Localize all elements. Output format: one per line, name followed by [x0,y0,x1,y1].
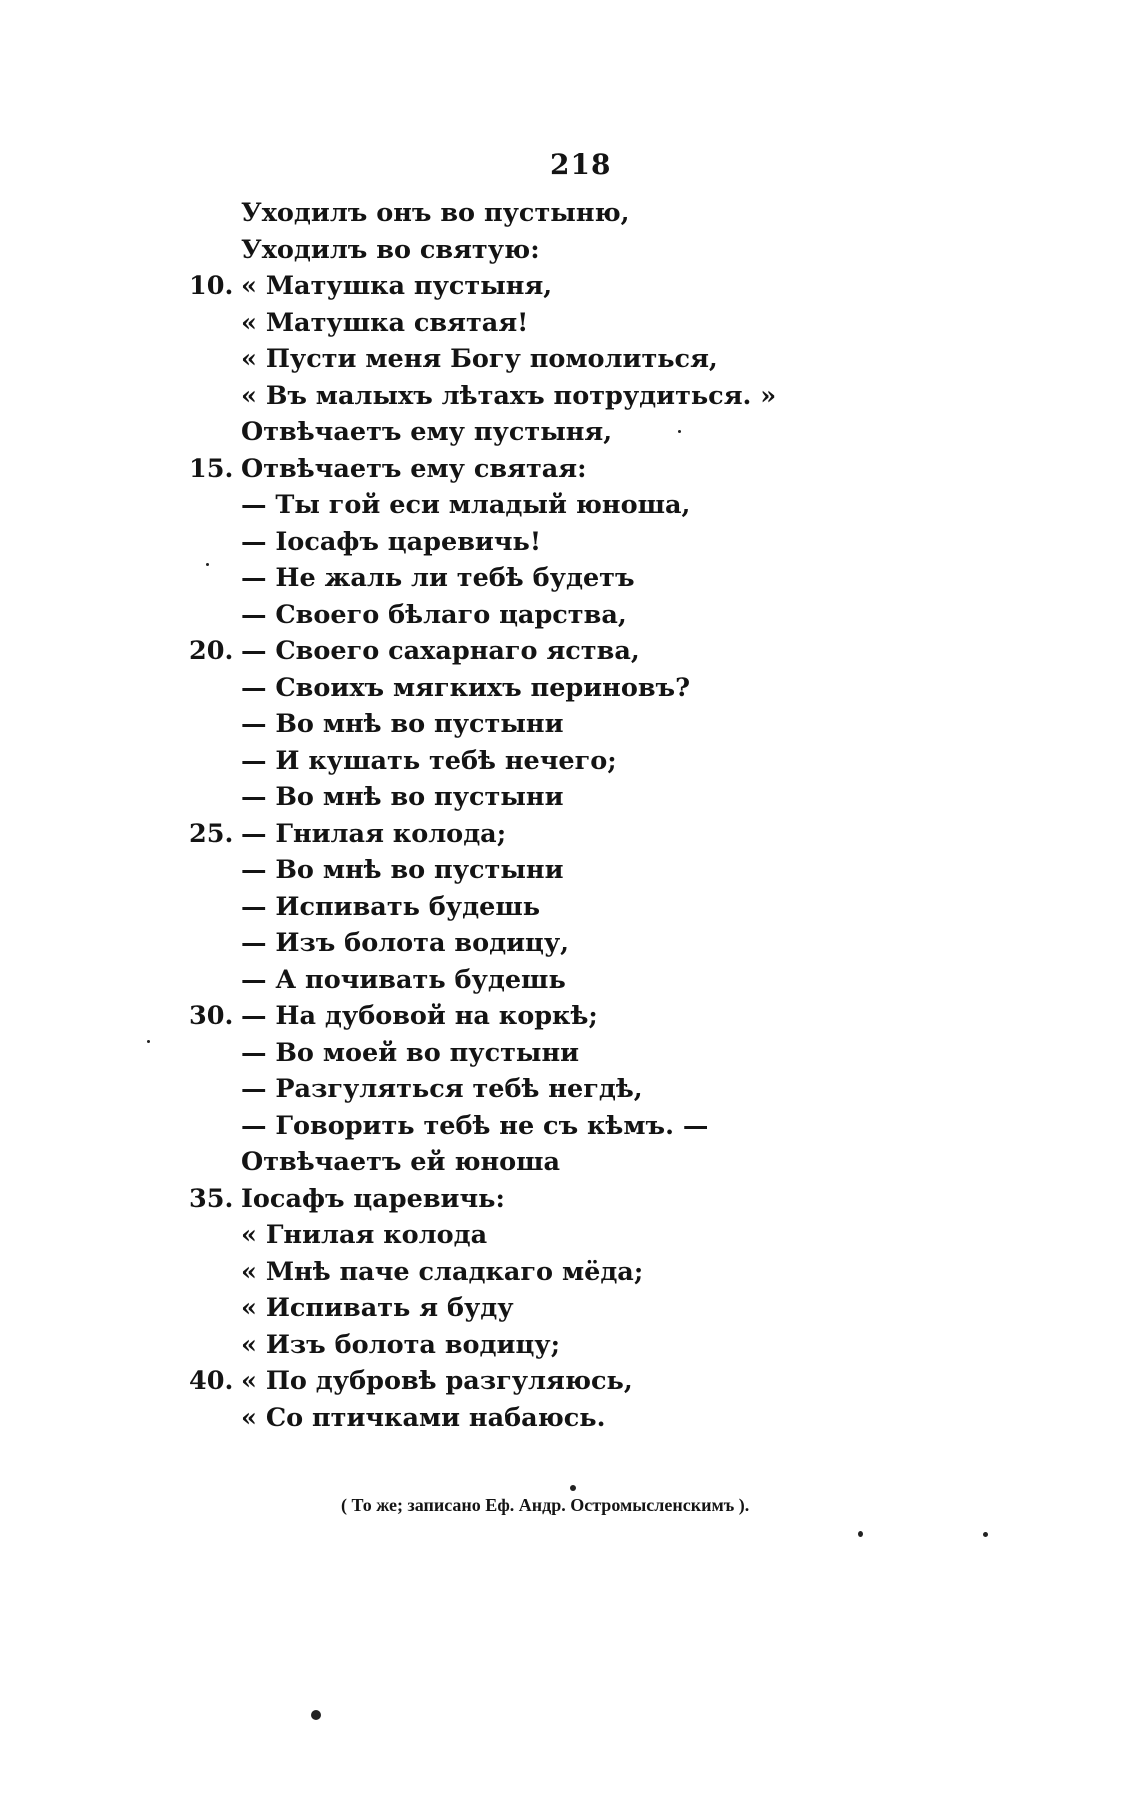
verse-text: « Изъ болота водицу; [241,1329,561,1360]
verse-line [0,706,1140,743]
line-number: 30. [189,1001,234,1031]
verse-line [0,487,1140,524]
verse-line [0,1363,1140,1400]
line-number: 35. [189,1183,234,1214]
verse-text: « Испивать я буду [241,1293,514,1323]
verse-line [0,1290,1140,1327]
verse-text: — Во моей во пустыни [241,1037,580,1068]
scan-speck [983,1532,988,1537]
verse-text: « Со птичками набаюсь. [241,1402,606,1433]
verse-text: « Мнѣ паче сладкаго мёда; [241,1256,644,1287]
verse-line [0,524,1140,561]
line-number: 40. [189,1366,234,1396]
line-number: 25. [189,818,234,849]
verse-text: — Говорить тебѣ не съ кѣмъ. — [241,1110,709,1141]
verse-text: — А почивать будешь [241,964,566,995]
verse-line [0,451,1140,488]
verse-line [0,1217,1140,1254]
source-note: ( То же; записано Еф. Андр. Остромысленскимъ ). [341,1495,750,1515]
scan-speck [147,1040,150,1043]
verse-line [0,779,1140,816]
verse-text: — Своего сахарнаго яства, [241,636,640,666]
verse-text: — Испивать будешь [241,891,541,922]
verse-line [0,889,1140,926]
verse-text: — Во мнѣ во пустыни [241,855,564,885]
verse-line [0,1400,1140,1437]
verse-line [0,852,1140,889]
verse-line [0,1035,1140,1072]
verse-line [0,1108,1140,1145]
scan-speck [206,563,209,566]
verse-line [0,268,1140,305]
verse-text: — Изъ болота водицу, [241,928,570,958]
verse-text: Уходилъ во святую: [241,234,540,265]
verse-text: « Въ малыхъ лѣтахъ потрудиться. » [241,380,777,411]
verse-line [0,1181,1140,1218]
verse-line [0,1071,1140,1108]
verse-text: — Іосафъ царевичь! [241,526,542,557]
verse-text: — Не жаль ли тебѣ будетъ [241,563,635,593]
verse-line [0,1144,1140,1181]
verse-line [0,414,1140,451]
verse-line [0,670,1140,707]
scan-speck [570,1485,576,1491]
verse-line [0,925,1140,962]
scan-speck [678,430,681,433]
verse-line [0,962,1140,999]
line-number: 15. [189,453,234,484]
verse-line [0,560,1140,597]
verse-line [0,743,1140,780]
verse-text: « По дубровѣ разгуляюсь, [241,1366,633,1396]
verse-line [0,1254,1140,1291]
verse-text: « Гнилая колода [241,1220,488,1250]
verse-text: — На дубовой на коркѣ; [241,1001,598,1031]
verse-line [0,305,1140,342]
verse-line [0,378,1140,415]
verse-text: — Своего бѣлаго царства, [241,599,627,630]
verse-text: Отвѣчаетъ ему святая: [241,453,587,484]
verse-line [0,597,1140,634]
verse-text: « Матушка пустыня, [241,271,553,301]
verse-text: — Разгуляться тебѣ негдѣ, [241,1074,643,1104]
verse-line [0,998,1140,1035]
verse-text: — Гнилая колода; [241,818,507,849]
verse-list [0,195,1140,1436]
verse-text: Отвѣчаетъ ей юноша [241,1147,561,1177]
verse-line [0,633,1140,670]
verse-text: Отвѣчаетъ ему пустыня, [241,417,613,447]
verse-text: « Матушка святая! [241,307,529,338]
verse-text: « Пусти меня Богу помолиться, [241,344,718,374]
verse-text: Уходилъ онъ во пустыню, [241,198,630,228]
verse-text: — Во мнѣ во пустыни [241,782,564,812]
line-number: 20. [189,636,234,666]
verse-line [0,1327,1140,1364]
verse-text: — И кушать тебѣ нечего; [241,745,617,776]
verse-text: — Во мнѣ во пустыни [241,709,564,739]
scan-speck [858,1531,863,1537]
verse-text: — Своихъ мягкихъ периновъ? [241,672,691,703]
verse-text: — Ты гой еси младый юноша, [241,490,691,520]
verse-text: Іосафъ царевичь: [241,1183,505,1214]
page-number: 218 [550,148,612,181]
verse-line [0,195,1140,232]
verse-line [0,816,1140,853]
verse-line [0,341,1140,378]
verse-line [0,232,1140,269]
scan-speck [311,1710,321,1720]
line-number: 10. [189,271,234,301]
